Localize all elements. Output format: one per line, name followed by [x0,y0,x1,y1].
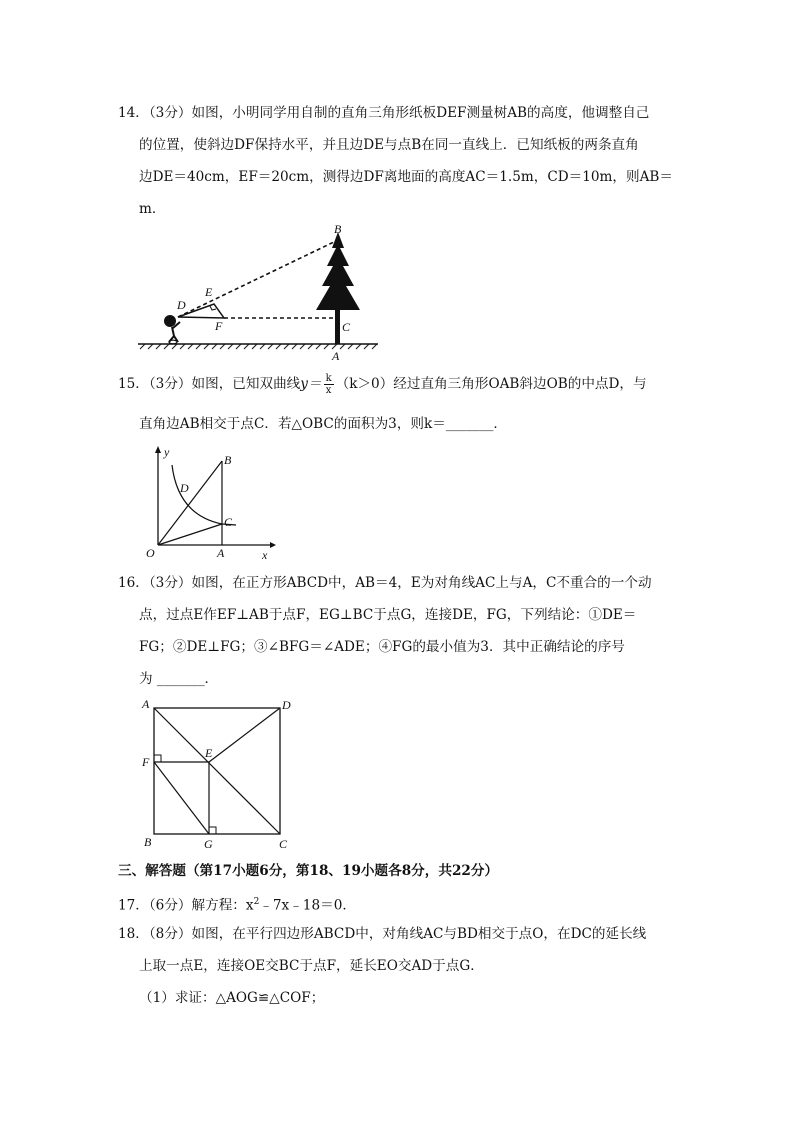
q16-label-F: F [142,755,150,769]
q14-line4: m． [139,201,166,217]
q15-label-O: O [146,546,155,560]
q15-line1 [118,373,647,396]
q14-label-E: E [205,285,213,299]
q15-label-A: A [217,546,225,560]
q16-label-D: D [282,698,291,712]
q18-line1: 18．（8分）如图，在平行四边形ABCD中，对角线AC与BD相交于点O，在DC的延长线 [118,926,647,942]
q17-line [118,892,356,916]
q17-prefix: 17．（6分）解方程：x [118,897,254,914]
q14-line1: 14．（3分）如图，小明同学用自制的直角三角形纸板DEF测量树AB的高度，他调整自己 [118,105,650,121]
q16-label-G: G [204,837,213,851]
q14-label-A: A [332,349,340,363]
q15-fraction [324,373,334,396]
q18-sub1: （1）求证：△AOG≌△COF； [139,990,325,1006]
q15-frac-num: k [325,373,332,384]
q15-label-B: B [224,453,232,467]
q16-line2: 点，过点E作EF⊥AB于点F，EG⊥BC于点G，连接DE，FG，下列结论：①DE＝ [139,607,637,623]
q16-line3: FG；②DE⊥FG；③∠BFG＝∠ADE；④FG的最小值为3．其中正确结论的序号 [139,639,625,655]
q16-line4: 为 _______． [139,671,219,687]
q15-frac-den: x [325,385,332,396]
q15-label-y: y [164,445,170,459]
section3-heading: 三、解答题（第17小题6分，第18、19小题各8分，共22分） [118,863,499,879]
q15-line1-b: （k＞0）经过直角三角形OAB斜边OB的中点D，与 [335,376,647,392]
q15-label-x: x [262,548,268,562]
q14-label-B: B [334,222,342,236]
q15-line1-a: 15．（3分）如图，已知双曲线 [118,376,301,392]
q16-label-B: B [144,835,152,849]
q16-figure [138,695,298,853]
q16-label-E: E [205,746,213,760]
q15-label-D: D [180,481,189,495]
q15-line2: 直角边AB相交于点C．若△OBC的面积为3，则k＝_______． [139,416,508,432]
q17-sup: 2 [253,897,260,907]
q16-label-C: C [279,837,288,851]
q15-label-C: C [224,515,233,529]
q18-line2: 上取一点E，连接OE交BC于点F，延长EO交AD于点G． [139,958,484,974]
q14-label-C: C [342,320,351,334]
q14-label-D: D [177,298,186,312]
q14-line2: 的位置，使斜边DF保持水平，并且边DE与点B在同一直线上．已知纸板的两条直角 [139,137,639,153]
q17-suffix: ﹣7x﹣18＝0． [259,897,356,914]
q16-label-A: A [142,697,150,711]
q15-y-eq: y＝ [300,376,322,392]
q14-label-F: F [215,319,223,333]
q14-figure [130,220,390,365]
q16-line1: 16．（3分）如图，在正方形ABCD中，AB＝4，E为对角线AC上与A，C不重合的一个动 [118,575,652,591]
q14-line3: 边DE＝40cm，EF＝20cm，测得边DF离地面的高度AC＝1.5m，CD＝10m，则AB＝ [139,169,674,185]
q15-figure [138,445,278,563]
